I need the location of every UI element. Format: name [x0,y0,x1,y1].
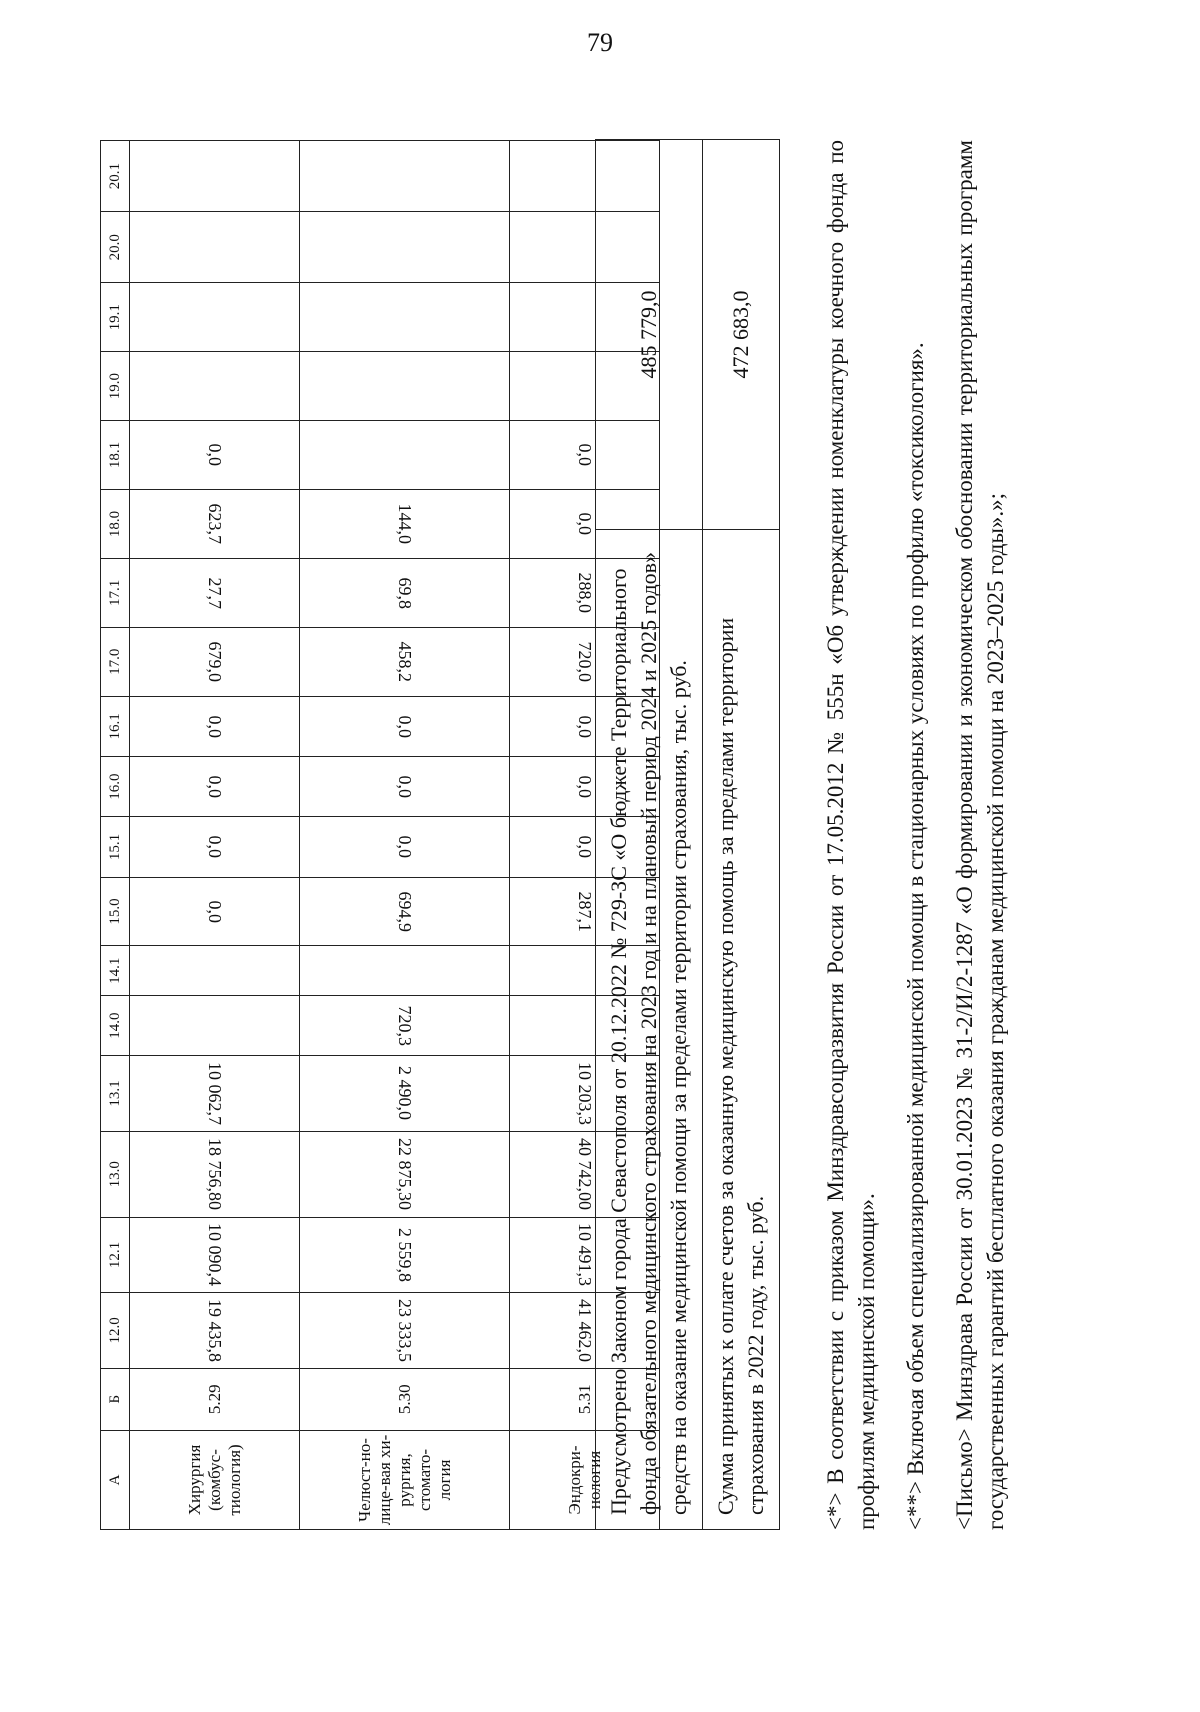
column-header: Б [101,1368,130,1430]
table-cell [130,489,300,558]
row-name: Хирургия (комбус-тиология) [130,1430,300,1529]
table-cell [130,141,300,212]
cell-value: 0,0 [395,715,415,738]
cell-value: 0,0 [575,715,595,738]
cell-value: 40 742,00 [575,1138,595,1211]
row-name: Эндокри-нология [510,1430,660,1529]
table-cell [130,757,300,817]
cell-value: 10 203,3 [575,1062,595,1125]
cell-value: 694,9 [395,891,415,932]
cell-value: 623,7 [205,503,225,545]
table-cell [300,696,510,756]
table-row [300,141,510,1530]
table-cell [300,212,510,283]
table-cell [300,877,510,946]
cell-value: 18 756,80 [205,1138,225,1211]
column-header: 16.0 [101,757,130,817]
cell-value: 0,0 [575,443,595,467]
table-cell [300,627,510,696]
cell-value: 27,7 [205,577,225,609]
table-row [130,141,300,1530]
row-name: Челюст-но-лице-вая хи-рургия, стомато-логия [300,1430,510,1529]
table-cell [130,212,300,283]
footnote: <*> В соответствии с приказом Минздравсоцразвития России от 17.05.2012 № 555н «Об утверждении номенклатуры коечного фонда по профилям медицинской помощи». [823,140,879,1530]
column-header: 18.1 [101,421,130,490]
summary-label: Предусмотрено Законом города Севастополя от 20.12.2022 № 729-ЗС «О бюджете Территориального фонда обязательного медицинского страхования на 2023 год и на плановый период 2024 и 2025 годов» средств на оказание медицинской помощи за пределами территории страхования, тыс. руб. [596,530,703,1530]
table-cell [130,558,300,627]
column-header: 13.1 [101,1056,130,1131]
cell-value: 2 490,0 [395,1066,415,1121]
table-cell [130,946,300,996]
table-cell [130,1217,300,1292]
row-code: 5.29 [130,1368,300,1430]
table-cell [300,489,510,558]
cell-value: 10 491,3 [575,1223,595,1287]
cell-value: 720,3 [395,1005,415,1046]
cell-value: 19 435,8 [205,1298,225,1362]
column-header: 20.1 [101,141,130,212]
table-cell [300,141,510,212]
column-header: А [101,1430,130,1529]
table-header-row [101,141,130,1530]
cell-value: 720,0 [575,641,595,682]
rotated-content [100,140,1100,1530]
cell-value: 144,0 [395,503,415,545]
table-cell [300,996,510,1056]
column-header: 16.1 [101,696,130,756]
cell-value: 0,0 [205,443,225,467]
data-table [100,140,660,1530]
row-code: 5.31 [510,1368,660,1430]
column-header: 12.1 [101,1217,130,1292]
column-header: 12.0 [101,1293,130,1368]
footnote: <**> Включая объем специализированной медицинской помощи в стационарных условиях по профилю «токсикология». [903,342,928,1530]
cell-value: 0,0 [205,900,225,923]
cell-value: 2 559,8 [395,1227,415,1282]
table-cell [130,1131,300,1217]
table-cell [130,421,300,490]
table-cell [130,352,300,421]
column-header: 17.1 [101,558,130,627]
table-cell [300,421,510,490]
cell-value: 69,8 [395,577,415,609]
summary-value: 472 683,0 [703,140,780,530]
cell-value: 287,1 [575,891,595,932]
table-cell [300,352,510,421]
summary-row [596,140,703,1530]
column-header: 19.1 [101,283,130,352]
column-header: 13.0 [101,1131,130,1217]
table-cell [300,558,510,627]
footnotes [820,140,1029,1530]
cell-value: 0,0 [395,835,415,859]
table-cell [130,1293,300,1368]
table-cell [130,627,300,696]
cell-value: 0,0 [575,775,595,798]
cell-value: 10 090,4 [205,1223,225,1287]
summary-row [703,140,780,1530]
table-cell [130,1056,300,1131]
table-cell [300,1217,510,1292]
table-cell [300,1056,510,1131]
cell-value: 0,0 [205,775,225,798]
column-header: 15.0 [101,877,130,946]
cell-value: 10 062,7 [205,1062,225,1125]
column-header: 18.0 [101,489,130,558]
table-cell [130,283,300,352]
column-header: 20.0 [101,212,130,283]
cell-value: 288,0 [575,572,595,614]
table-cell [130,817,300,877]
cell-value: 0,0 [205,835,225,859]
table-cell [130,996,300,1056]
table-cell [300,1293,510,1368]
column-header: 14.0 [101,996,130,1056]
table-cell [130,696,300,756]
cell-value: 0,0 [575,835,595,859]
cell-value: 23 333,5 [395,1298,415,1362]
cell-value: 0,0 [205,715,225,738]
row-code: 5.30 [300,1368,510,1430]
cell-value: 0,0 [575,512,595,536]
summary-table [595,139,780,1530]
page-number: 79 [587,28,613,57]
cell-value: 458,2 [395,641,415,682]
column-header: 15.1 [101,817,130,877]
column-header: 14.1 [101,946,130,996]
column-header: 17.0 [101,627,130,696]
cell-value: 679,0 [205,641,225,682]
summary-value: 485 779,0 [596,140,703,530]
cell-value: 22 875,30 [395,1138,415,1211]
footnote: <Письмо> Минздрава России от 30.01.2023 № 31-2/И/2-1287 «О формировании и экономическом обосновании территориальных программ государственных гарантий бесплатного оказания гражданам медицинской помощи на 2023–2025 годы».»; [952,140,1008,1530]
table-cell [300,946,510,996]
cell-value: 41 462,0 [575,1298,595,1362]
summary-label: Сумма принятых к оплате счетов за оказанную медицинскую помощь за пределами территории страхования в 2022 году, тыс. руб. [703,530,780,1530]
column-header: 19.0 [101,352,130,421]
table-cell [300,283,510,352]
cell-value: 0,0 [395,775,415,798]
table-cell [300,1131,510,1217]
table-cell [300,817,510,877]
table-cell [300,757,510,817]
table-cell [130,877,300,946]
